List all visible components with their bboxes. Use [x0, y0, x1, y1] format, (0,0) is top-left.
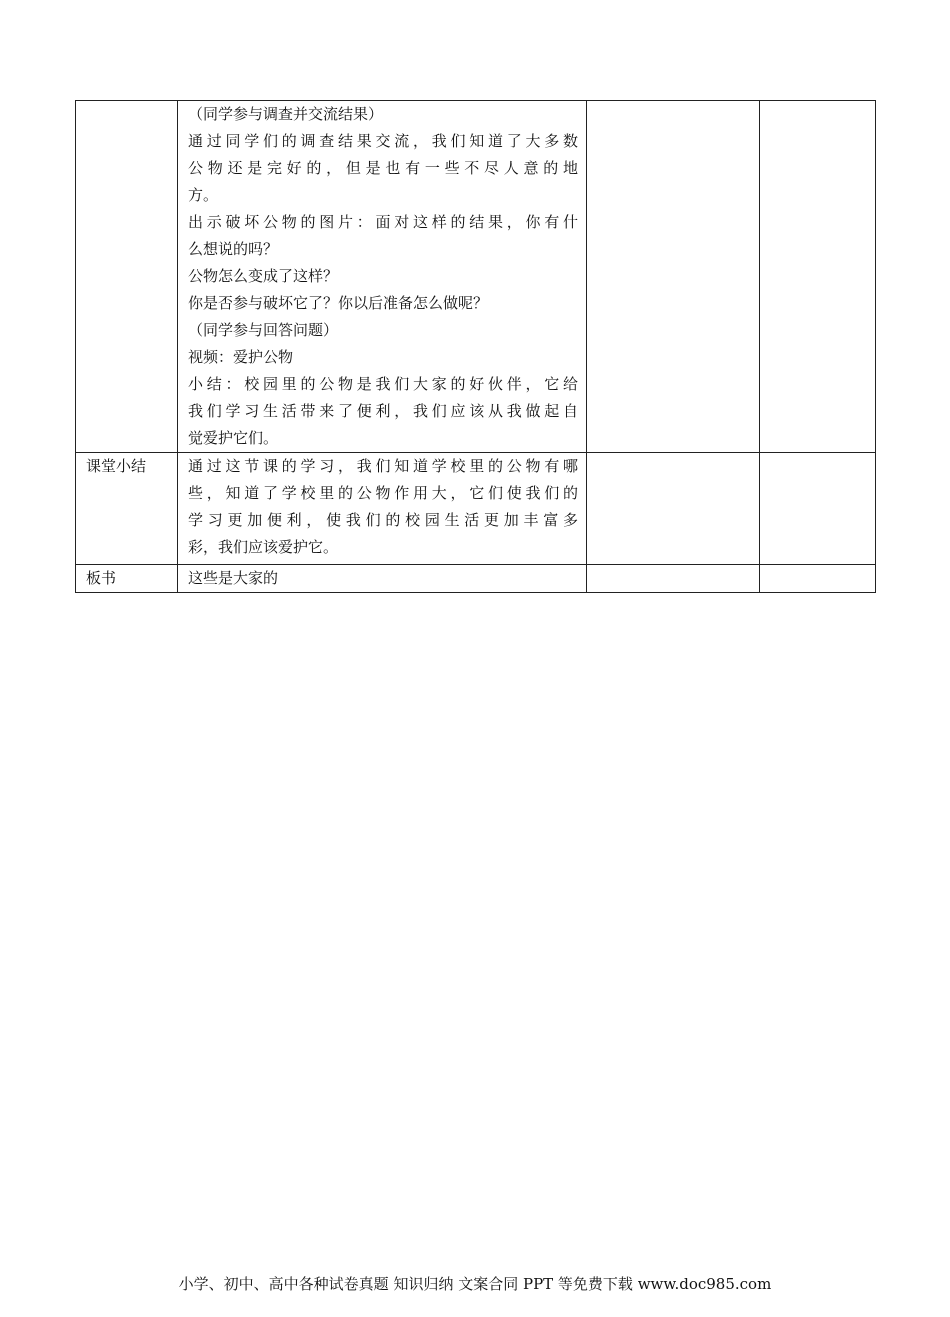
- text-line: 你是否参与破坏它了？你以后准备怎么做呢？: [188, 294, 489, 312]
- activity-empty-cell-3: [587, 101, 760, 453]
- text-line: 觉爱护它们。: [188, 429, 279, 447]
- text-line: 视频：爱护公物: [188, 348, 294, 366]
- text-line: 小结：校园里的公物是我们大家的好伙伴，它给: [188, 375, 578, 393]
- text-line: 出示破坏公物的图片：面对这样的结果，你有什: [188, 213, 578, 231]
- page-footer: 小学、初中、高中各种试卷真题 知识归纳 文案合同 PPT 等免费下载 www.doc985.com: [178, 1275, 772, 1293]
- text-line: 通过这节课的学习，我们知道学校里的公物有哪: [188, 457, 578, 475]
- text-line: 公物怎么变成了这样？: [188, 267, 339, 285]
- text-line: 公物还是完好的，但是也有一些不尽人意的地: [188, 159, 578, 177]
- text-line: 么想说的吗？: [188, 240, 279, 258]
- board-label-cell: 板书: [76, 565, 178, 593]
- text-line: 彩，我们应该爱护它。: [188, 538, 339, 556]
- table-row-summary: [76, 453, 876, 565]
- activity-label-cell: [76, 101, 178, 453]
- summary-label-cell: 课堂小结: [76, 453, 178, 565]
- text-line: 方。: [188, 186, 219, 204]
- summary-empty-cell-4: [760, 453, 876, 565]
- board-empty-cell-3: [587, 565, 760, 593]
- board-content-cell: [178, 565, 587, 593]
- text-line: （同学参与调查并交流结果）: [188, 105, 384, 123]
- text-line: 这些是大家的: [188, 569, 279, 587]
- text-line: 学习更加便利，使我们的校园生活更加丰富多: [188, 511, 578, 529]
- text-line: 通过同学们的调查结果交流，我们知道了大多数: [188, 132, 578, 150]
- activity-empty-cell-4: [760, 101, 876, 453]
- board-empty-cell-4: [760, 565, 876, 593]
- summary-content-cell: [178, 453, 587, 565]
- lesson-plan-table: [75, 100, 876, 593]
- table-row-activity: [76, 101, 876, 453]
- table-row-board: [76, 565, 876, 593]
- summary-empty-cell-3: [587, 453, 760, 565]
- activity-content-cell: [178, 101, 587, 453]
- text-line: （同学参与回答问题）: [188, 321, 339, 339]
- text-line: 我们学习生活带来了便利，我们应该从我做起自: [188, 402, 578, 420]
- text-line: 些，知道了学校里的公物作用大，它们使我们的: [188, 484, 578, 502]
